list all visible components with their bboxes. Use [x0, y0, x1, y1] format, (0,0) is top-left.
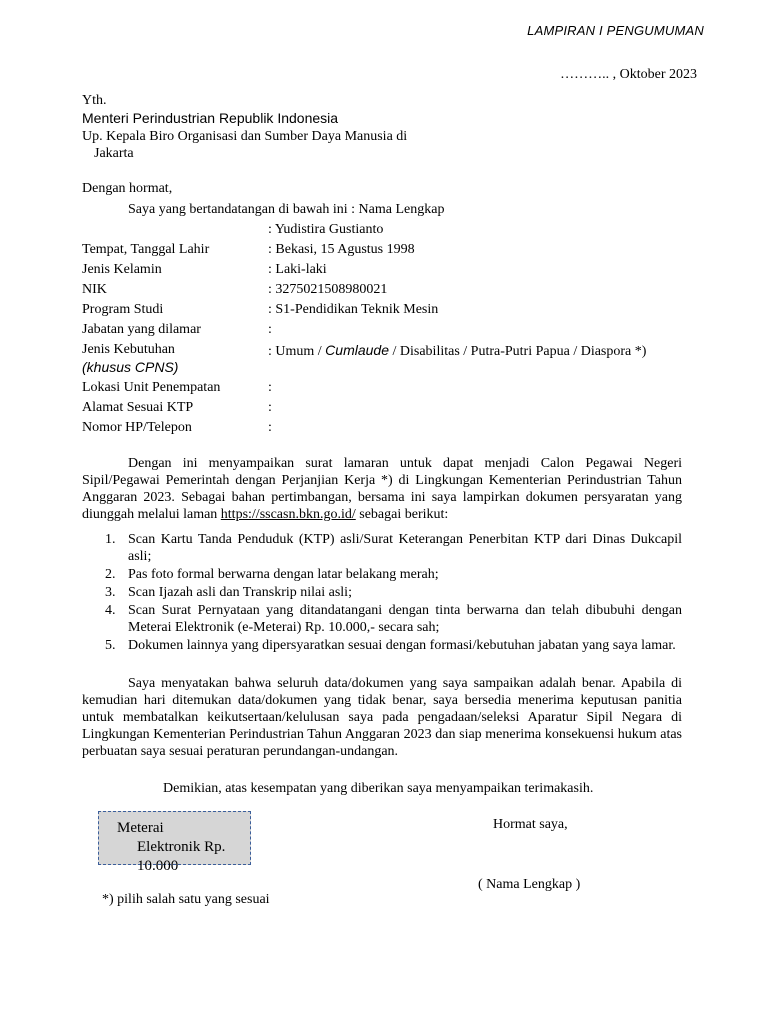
field-value: : Laki-laki: [268, 262, 327, 277]
stamp-line-2: Elektronik Rp.: [137, 839, 226, 855]
kebutuhan-sublabel: (khusus CPNS): [82, 359, 179, 375]
list-number: 4.: [105, 603, 116, 618]
list-text: Scan Surat Pernyataan yang ditandatangani dengan tinta berwarna dan telah dibubuhi dengan Meterai Elektronik (e-Meterai) Rp. 10.000,- secara sah;: [128, 603, 682, 635]
signature-name: ( Nama Lengkap ): [478, 877, 581, 892]
list-item: [82, 584, 682, 601]
field-label: Program Studi: [82, 302, 164, 317]
field-label: Lokasi Unit Penempatan: [82, 380, 221, 395]
list-number: 5.: [105, 638, 116, 653]
greeting: Dengan hormat,: [82, 181, 173, 196]
field-value: :: [268, 420, 272, 435]
field-value: : S1-Pendidikan Teknik Mesin: [268, 302, 439, 317]
kebutuhan-suffix: / Disabilitas / Putra-Putri Papua / Diaspora *): [389, 344, 647, 359]
field-label: Nomor HP/Telepon: [82, 420, 192, 435]
closing-line: Demikian, atas kesempatan yang diberikan saya menyampaikan terimakasih.: [163, 781, 594, 796]
lampiran-header: LAMPIRAN I PENGUMUMAN: [527, 23, 704, 38]
name-value: : Yudistira Gustianto: [268, 222, 384, 237]
field-value: : 3275021508980021: [268, 282, 388, 297]
list-text: Scan Ijazah asli dan Transkrip nilai asli;: [128, 585, 352, 600]
list-item: [82, 566, 682, 583]
sscasn-link[interactable]: https://sscasn.bkn.go.id/: [220, 507, 356, 522]
field-value: :: [268, 322, 272, 337]
list-item: [82, 637, 682, 654]
body-paragraph-1: [82, 455, 682, 523]
list-number: 1.: [105, 532, 116, 547]
field-label: NIK: [82, 282, 107, 297]
meterai-stamp: [98, 811, 251, 874]
body-paragraph-2: Saya menyatakan bahwa seluruh data/dokumen yang saya sampaikan adalah benar. Apabila di kemudian hari ditemukan data/dokumen yang tidak benar, saya bersedia menerima keputusan panitia untuk membatalkan keikutsertaan/kelulusan saya pada pengadaan/seleksi Aparatur Sipil Negara di Lingkungan Kementerian Perindustrian Tahun Anggaran 2023 dan siap menerima konsekuensi hukum atas perbuatan saya sesuai peraturan perundangan-undangan.: [82, 676, 682, 759]
addressee-up: Up. Kepala Biro Organisasi dan Sumber Daya Manusia di: [82, 129, 408, 144]
list-item: [82, 602, 682, 636]
field-label: Tempat, Tanggal Lahir: [82, 242, 210, 257]
stamp-line-1: Meterai: [117, 820, 164, 836]
footnote: *) pilih salah satu yang sesuai: [102, 892, 270, 907]
addressee-yth: Yth.: [82, 93, 107, 108]
field-value: :: [268, 400, 272, 415]
kebutuhan-cumlaude: Cumlaude: [325, 342, 389, 358]
body-paragraph-1-tail: sebagai berikut:: [355, 507, 449, 522]
list-text: Pas foto formal berwarna dengan latar belakang merah;: [128, 567, 439, 582]
list-item: [82, 531, 682, 565]
addressee-name: Menteri Perindustrian Republik Indonesia: [82, 110, 339, 126]
hormat-saya: Hormat saya,: [493, 817, 568, 832]
addressee-city: Jakarta: [94, 146, 134, 161]
list-number: 2.: [105, 567, 116, 582]
date-line: ……….. , Oktober 2023: [560, 67, 697, 82]
kebutuhan-value: [268, 341, 646, 361]
list-text: Dokumen lainnya yang dipersyaratkan sesuai dengan formasi/kebutuhan jabatan yang saya lamar.: [128, 638, 676, 653]
field-label: Jenis Kelamin: [82, 262, 162, 277]
body-paragraph-1-text: Dengan ini menyampaikan surat lamaran untuk dapat menjadi Calon Pegawai Negeri Sipil/Pegawai Pemerintah dengan Perjanjian Kerja *) di Lingkungan Kementerian Perindustrian Tahun Anggaran 2023. Sebagai bahan pertimbangan, bersama ini saya lampirkan dokumen persyaratan yang diunggah melalui laman: [82, 456, 682, 522]
intro-line: Saya yang bertandatangan di bawah ini : Nama Lengkap: [128, 202, 445, 217]
field-value: : Bekasi, 15 Agustus 1998: [268, 242, 415, 257]
list-number: 3.: [105, 585, 116, 600]
list-text: Scan Kartu Tanda Penduduk (KTP) asli/Surat Keterangan Penerbitan KTP dari Dinas Dukcapil asli;: [128, 532, 682, 564]
stamp-line-3: 10.000: [137, 858, 179, 874]
field-label: Jabatan yang dilamar: [82, 322, 201, 337]
kebutuhan-prefix: : Umum /: [268, 344, 326, 359]
field-label: Alamat Sesuai KTP: [82, 400, 194, 415]
kebutuhan-label: Jenis Kebutuhan: [82, 342, 175, 357]
document-list: [82, 531, 682, 655]
field-value: :: [268, 380, 272, 395]
